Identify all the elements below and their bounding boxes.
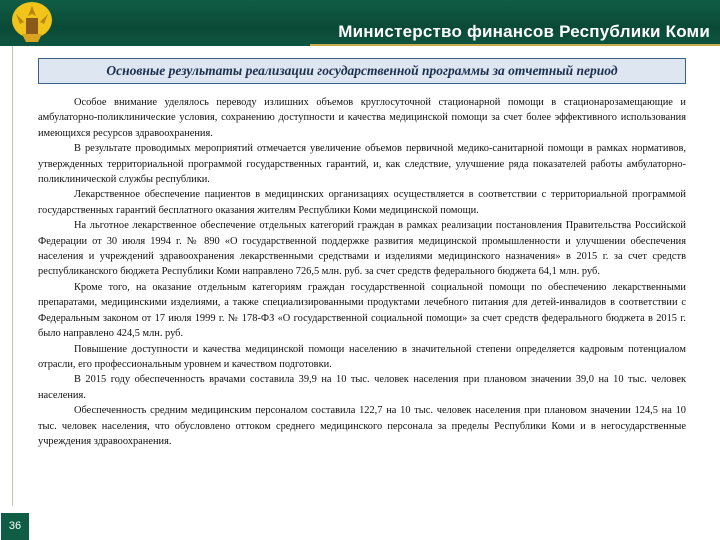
header-title: Министерство финансов Республики Коми xyxy=(338,22,710,41)
header-bar xyxy=(0,0,720,46)
margin-line xyxy=(12,46,13,506)
page-number: 36 xyxy=(1,513,29,540)
document-body xyxy=(38,95,686,449)
paragraph: Повышение доступности и качества медицинской помощи населению в значительной степени определяется кадровым потенциалом отрасли, его профессиональным уровнем и качеством подготовки. xyxy=(38,343,686,370)
paragraph: В результате проводимых мероприятий отмечается увеличение объемов первичной медико-санитарной помощи в рамках нормативов, утвержденных территориальной программой государственных гарантий, и, как следствие, улучшение ряда показателей работы амбулаторно-поликлинической службы республики. xyxy=(38,143,686,186)
paragraph: Лекарственное обеспечение пациентов в медицинских организациях осуществляется в соответствии с территориальной программой государственных гарантий бесплатного оказания жителям Республики Коми медицинской помощи. xyxy=(38,189,686,216)
paragraph: Кроме того, на оказание отдельным категориям граждан государственной социальной помощи по обеспечению лекарственными препаратами, медицинскими изделиями, а также специализированными продуктами лечебного питания для детей-инвалидов в соответствии с Федеральным законом от 17 июля 1999 г. № 178-ФЗ «О государственной социальной помощи» за счет средств федерального бюджета в 2015 г. было направлено 424,5 млн. руб. xyxy=(38,281,686,340)
paragraph: На льготное лекарственное обеспечение отдельных категорий граждан в рамках реализации постановления Правительства Российской Федерации от 30 июля 1994 г. № 890 «О государственной поддержке развития медицинской промышленности и улучшении обеспечения населения и учреждений здравоохранения лекарственными средствами и изделиями медицинского назначения» в 2015 г. за счет средств республиканского бюджета Республики Коми направлено 726,5 млн. руб. за счет средств федерального бюджета 64,1 млн. руб. xyxy=(38,220,686,278)
paragraph: Обеспеченность средним медицинским персоналом составила 122,7 на 10 тыс. человек населения при плановом значении 124,5 на 10 тыс. человек населения, что обусловлено оттоком среднего медицинского персонала за пределы Республики Коми и в негосударственные учреждения здравоохранения. xyxy=(38,405,686,447)
paragraph: Особое внимание уделялось переводу излишних объемов круглосуточной стационарной помощи в стационарозамещающие и амбулаторно-поликлинические условия, сохранению доступности и качества медицинской помощи за счет более эффективного использования имеющихся ресурсов здравоохранения. xyxy=(38,97,686,139)
header-divider xyxy=(310,44,720,46)
left-margin-bar xyxy=(0,46,30,540)
section-subtitle: Основные результаты реализации государственной программы за отчетный период xyxy=(38,58,686,84)
paragraph: В 2015 году обеспеченность врачами составила 39,9 на 10 тыс. человек населения при плановом значении 39,0 на 10 тыс. человек населения. xyxy=(38,374,686,401)
komi-emblem-icon xyxy=(2,0,62,46)
